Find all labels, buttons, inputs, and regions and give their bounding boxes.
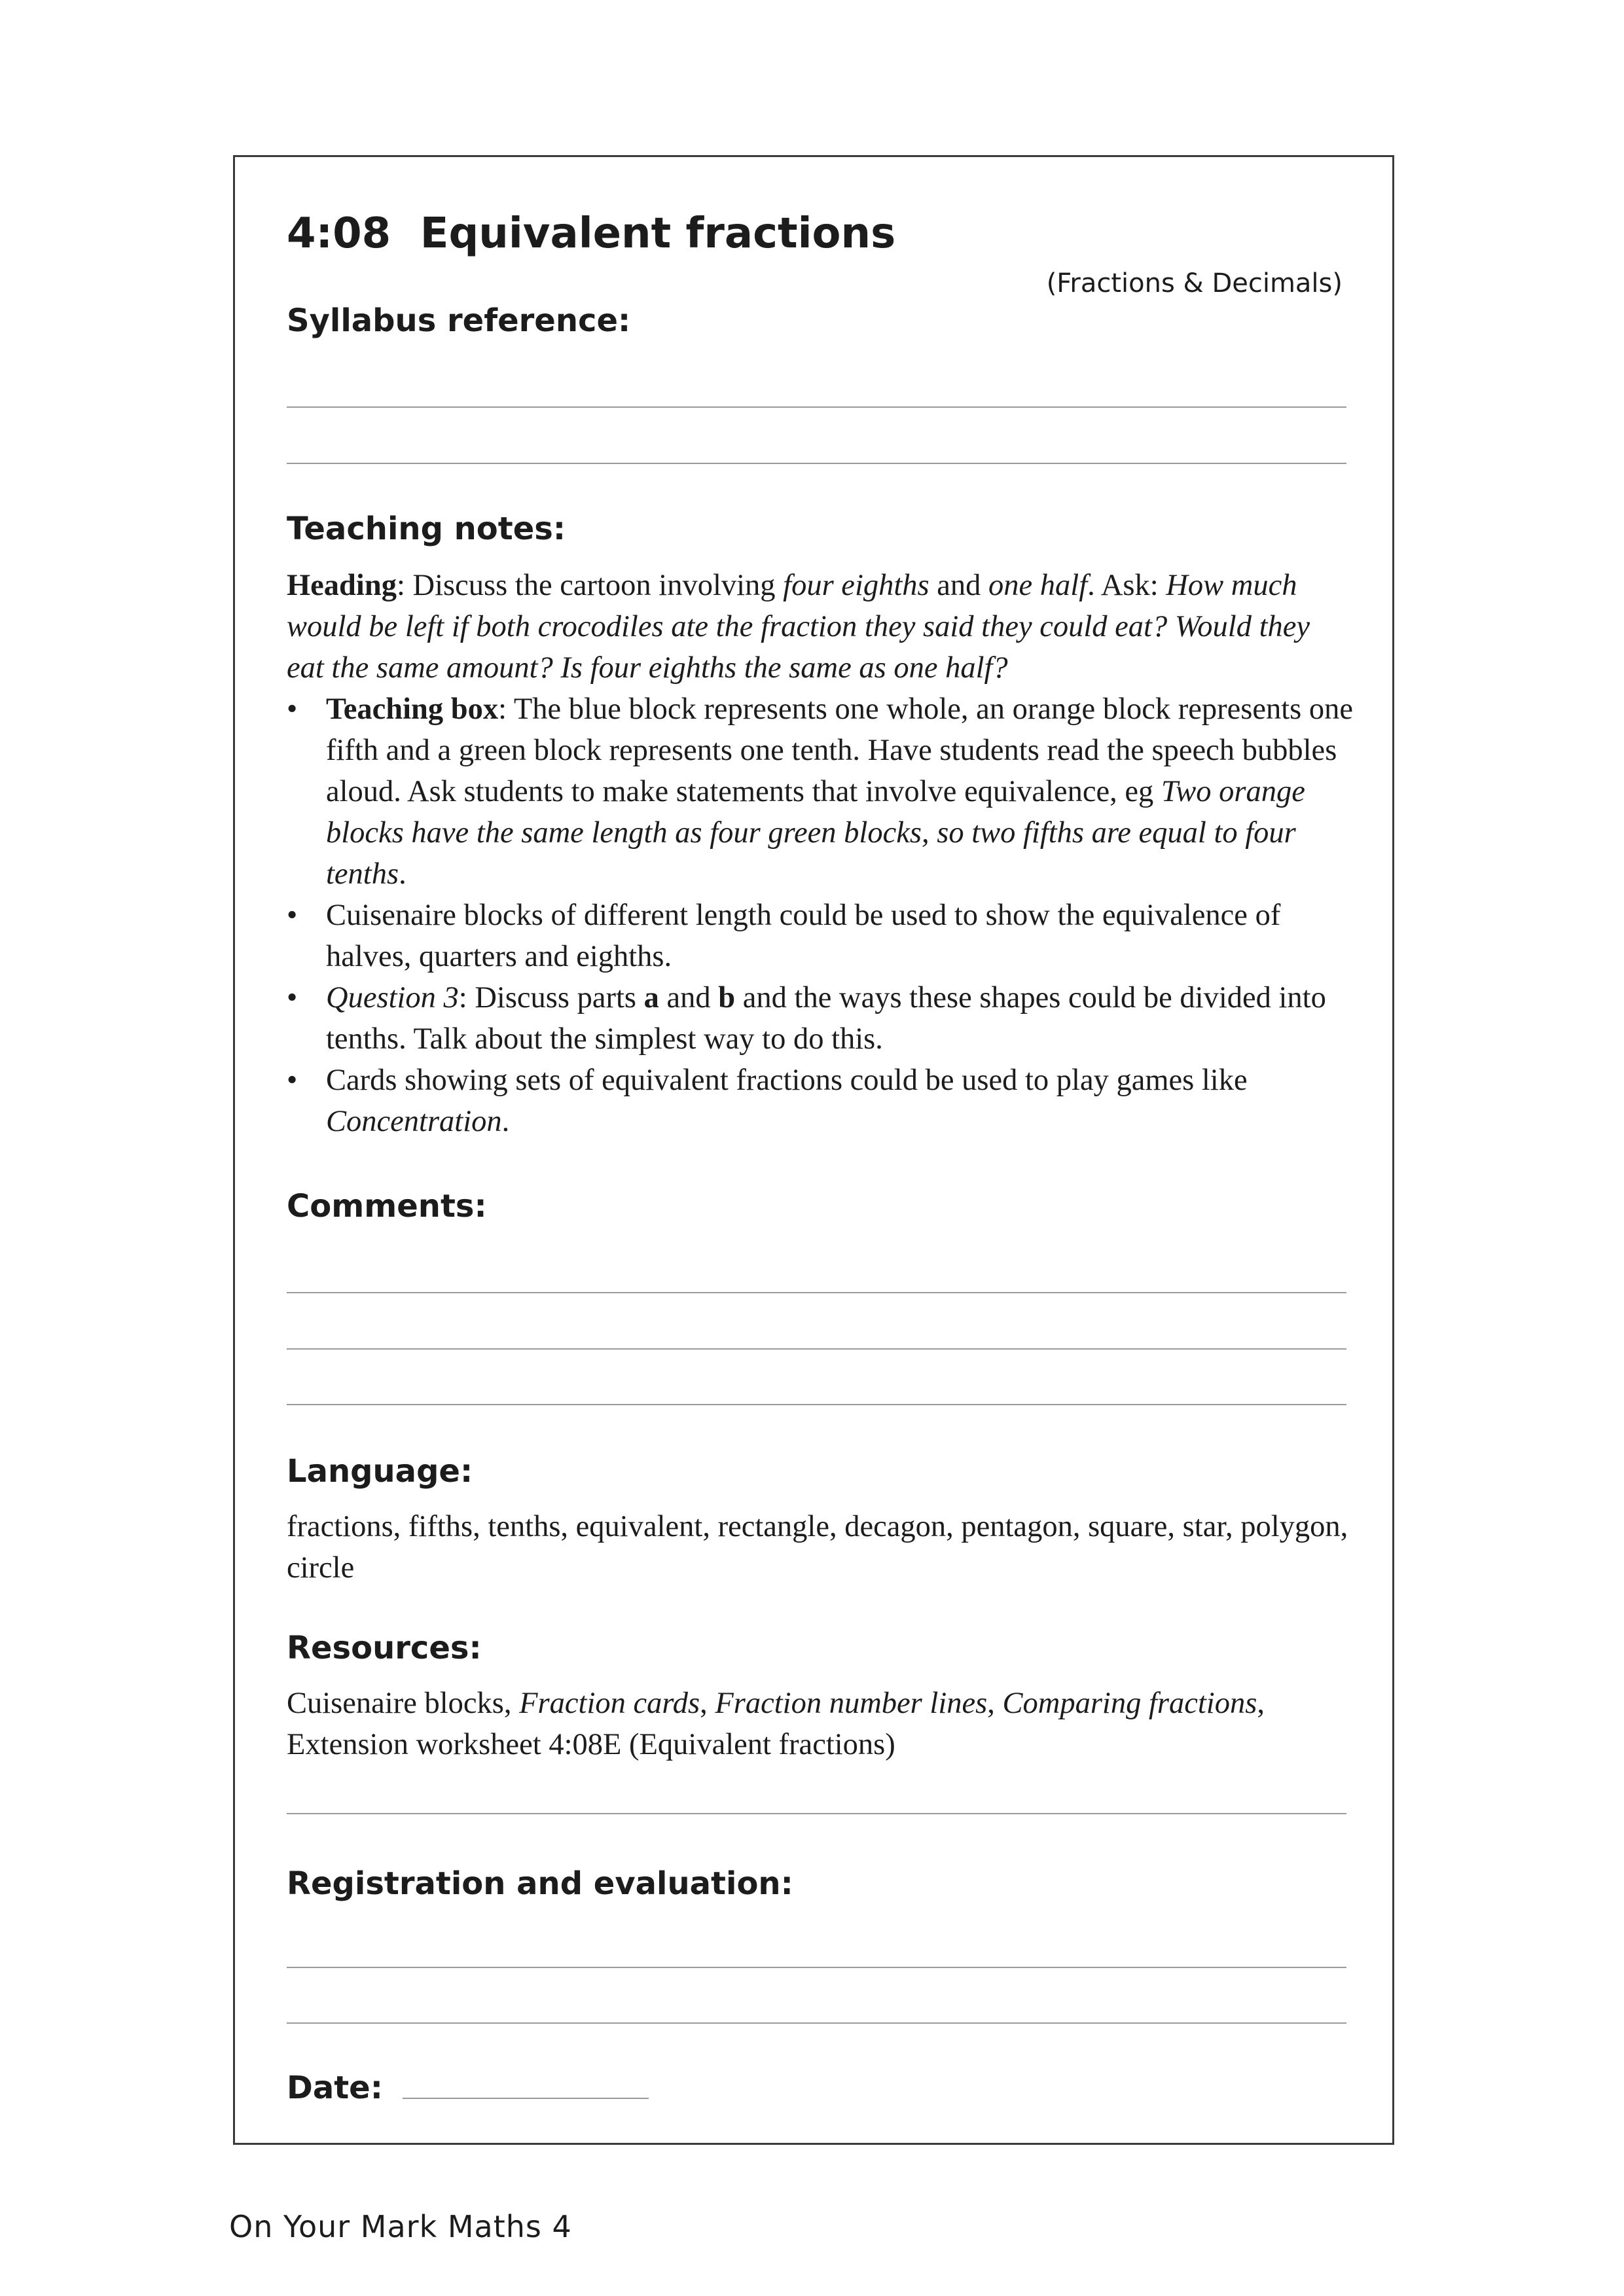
language-heading: Language: bbox=[287, 1453, 473, 1490]
bullet3-bold-2: b bbox=[718, 981, 736, 1014]
bullet-icon: • bbox=[287, 1064, 298, 1097]
heading-note bbox=[287, 565, 1354, 689]
comments-heading: Comments: bbox=[287, 1188, 487, 1225]
bullet-icon: • bbox=[287, 692, 298, 726]
list-item bbox=[287, 689, 1354, 895]
resources-heading: Resources: bbox=[287, 1630, 482, 1666]
syllabus-line-1 bbox=[287, 406, 1346, 408]
heading-italic-3: How much would be left if both crocodiles ate the fraction they said they could eat? Would they eat the same amount? Is four eighths the same as one half? bbox=[287, 569, 1310, 685]
syllabus-line-2 bbox=[287, 463, 1346, 464]
list-item bbox=[287, 895, 1354, 977]
bullet2-text: Cuisenaire blocks of different length could be used to show the equivalence of halves, quarters and eighths. bbox=[326, 899, 1281, 973]
date-heading: Date: bbox=[287, 2070, 383, 2106]
bullet4-italic: Concentration bbox=[326, 1105, 502, 1138]
list-item bbox=[287, 1060, 1354, 1142]
language-text: fractions, fifths, tenths, equivalent, rectangle, decagon, pentagon, square, star, polygon, circle bbox=[287, 1510, 1348, 1585]
bullet3-bold-1: a bbox=[643, 981, 659, 1014]
resources-text-4: , Extension worksheet 4:08E (Equivalent fractions) bbox=[287, 1687, 1265, 1761]
list-item bbox=[287, 977, 1354, 1060]
teaching-bullets bbox=[287, 689, 1354, 1142]
bullet3-text-3: and the ways these shapes could be divided into tenths. Talk about the simplest way to do this. bbox=[326, 981, 1326, 1056]
bullet-icon: • bbox=[287, 899, 298, 932]
bullet1-end: . bbox=[399, 857, 406, 891]
heading-label: Heading bbox=[287, 569, 397, 602]
registration-heading: Registration and evaluation: bbox=[287, 1865, 793, 1902]
subject-label: (Fractions & Decimals) bbox=[1046, 268, 1343, 298]
heading-text-1: : Discuss the cartoon involving bbox=[396, 569, 784, 602]
syllabus-heading: Syllabus reference: bbox=[287, 302, 631, 339]
comments-line-3 bbox=[287, 1404, 1346, 1405]
registration-line-2 bbox=[287, 2022, 1346, 2024]
resources-italic-1: Fraction cards bbox=[519, 1687, 700, 1720]
title-text: Equivalent fractions bbox=[420, 209, 896, 258]
bullet3-text-2: and bbox=[659, 981, 719, 1014]
bullet4-text: Cards showing sets of equivalent fractions could be used to play games like bbox=[326, 1064, 1248, 1097]
teaching-notes-heading: Teaching notes: bbox=[287, 511, 566, 547]
comments-line-2 bbox=[287, 1348, 1346, 1350]
page-title bbox=[287, 209, 895, 258]
footer-text: On Your Mark Maths 4 bbox=[229, 2209, 572, 2244]
resources-text bbox=[287, 1683, 1354, 1765]
resources-italic-3: Comparing fractions bbox=[1002, 1687, 1257, 1720]
teaching-box-label: Teaching box bbox=[326, 692, 499, 726]
resources-text-3: , bbox=[987, 1687, 1003, 1720]
resources-line bbox=[287, 1813, 1346, 1814]
comments-line-1 bbox=[287, 1292, 1346, 1293]
bullet3-text-1: : Discuss parts bbox=[458, 981, 644, 1014]
worksheet-frame bbox=[233, 155, 1394, 2145]
bullet3-italic: Question 3 bbox=[326, 981, 459, 1014]
date-line bbox=[403, 2098, 649, 2099]
resources-italic-2: Fraction number lines bbox=[715, 1687, 988, 1720]
heading-text-2: and bbox=[929, 569, 989, 602]
heading-text-3: . Ask: bbox=[1087, 569, 1166, 602]
bullet1-text: : The blue block represents one whole, an orange block represents one fifth and a green block represents one tenth. Have students read the speech bubbles aloud. Ask students to make statements that involve equivalence, eg bbox=[326, 692, 1354, 808]
heading-italic-1: four eighths bbox=[783, 569, 929, 602]
heading-italic-2: one half bbox=[988, 569, 1088, 602]
bullet1-italic: Two orange blocks have the same length as four green blocks, so two fifths are equal to four tenths bbox=[326, 775, 1305, 891]
resources-text-2: , bbox=[700, 1687, 715, 1720]
resources-text-1: Cuisenaire blocks, bbox=[287, 1687, 520, 1720]
bullet4-end: . bbox=[501, 1105, 510, 1138]
registration-line-1 bbox=[287, 1967, 1346, 1968]
section-number: 4:08 bbox=[287, 209, 391, 258]
bullet-icon: • bbox=[287, 981, 298, 1014]
